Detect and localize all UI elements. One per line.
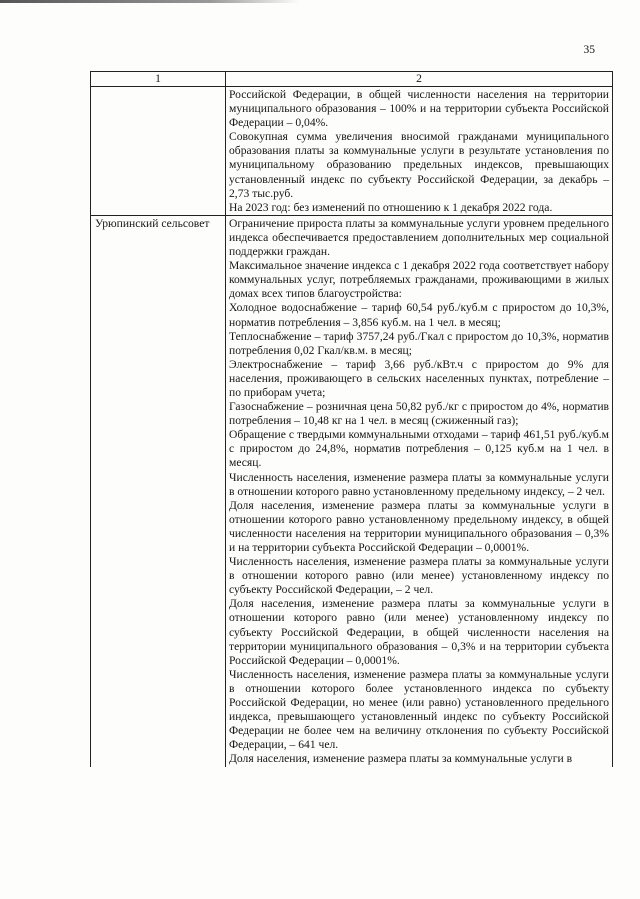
municipality-cell — [91, 87, 226, 216]
page-bottom-margin — [0, 880, 640, 899]
municipality-cell — [91, 215, 226, 766]
paragraph: Обращение с твердыми коммунальными отходами – тариф 461,51 руб./куб.м с приростом до 24,8%, норматив потребления – 0,125 куб.м на 1 чел. в месяц. — [229, 428, 609, 470]
table-row — [91, 87, 613, 216]
municipality-name: Урюпинский сельсовет — [95, 216, 210, 230]
column-header-2: 2 — [226, 72, 613, 87]
paragraph: Ограничение прироста платы за коммунальные услуги уровнем предельного индекса обеспечивается предоставлением дополнительных мер социальной поддержки граждан. — [229, 216, 609, 259]
paragraph: Совокупная сумма увеличения вносимой гражданами муниципального образования платы за коммунальные услуги в результате установления по муниципальному образованию предельных индексов, превышающих установленный индекс по субъекту Российской Федерации, за декабрь – 2,73 тыс.руб. — [229, 130, 609, 200]
paragraph: Доля населения, изменение размера платы за коммунальные услуги в отношении которого равно (или менее) установленному индексу по субъекту Российской Федерации, в общей численности населения на территории муниципального образования – 0,3% и на территории субъекта Российской Федерации – 0,0001%. — [229, 597, 609, 667]
paragraph: Доля населения, изменение размера платы за коммунальные услуги в — [229, 752, 573, 766]
page-number: 35 — [583, 44, 595, 56]
paragraph: Численность населения, изменение размера платы за коммунальные услуги в отношении которого более установленного индекса по субъекту Российской Федерации, но менее (или равно) установленного предельного индекса, превышающего установленный индекс по субъекту Российской Федерации не более чем на величину отклонения по субъекту Российской Федерации, – 641 чел. — [229, 667, 609, 752]
paragraph: На 2023 год: без изменений по отношению к 1 декабря 2022 года. — [229, 200, 553, 214]
column-header-1: 1 — [91, 72, 226, 87]
description-cell — [226, 87, 613, 216]
paragraph: Доля населения, изменение размера платы за коммунальные услуги в отношении которого равно установленному предельному индексу, в общей численности населения на территории муниципального образования – 0,3% и на территории субъекта Российской Федерации – 0,0001%. — [229, 498, 609, 554]
scan-edge — [0, 0, 300, 3]
paragraph: Численность населения, изменение размера платы за коммунальные услуги в отношении которого равно (или менее) установленному индексу по субъекту Российской Федерации, – 2 чел. — [229, 555, 609, 597]
paragraph: Электроснабжение – тариф 3,66 руб./кВт.ч с приростом до 9% для населения, проживающего в сельских населенных пунктах, потребление – по приборам учета; — [229, 357, 609, 399]
paragraph: Теплоснабжение – тариф 3757,24 руб./Гкал с приростом до 10,3%, норматив потребления 0,02 Гкал/кв.м. в месяц; — [229, 329, 609, 357]
table-row — [91, 215, 613, 766]
table-header-row — [91, 72, 613, 87]
description-cell — [226, 215, 613, 766]
paragraph: Холодное водоснабжение – тариф 60,54 руб./куб.м с приростом до 10,3%, норматив потребления – 3,856 куб.м. на 1 чел. в месяц; — [229, 301, 609, 329]
index-table — [90, 71, 613, 767]
paragraph: Численность населения, изменение размера платы за коммунальные услуги в отношении которого равно установленному предельному индексу, – 2 чел. — [229, 470, 609, 498]
paragraph: Российской Федерации, в общей численности населения на территории муниципального образования – 100% и на территории субъекта Российской Федерации – 0,04%. — [229, 88, 609, 130]
paragraph: Максимальное значение индекса с 1 декабря 2022 года соответствует набору коммунальных услуг, потребляемых гражданами, проживающими в жилых домах всех типов благоустройства: — [229, 259, 609, 301]
paragraph: Газоснабжение – розничная цена 50,82 руб./кг с приростом до 4%, норматив потребления – 10,48 кг на 1 чел. в месяц (сжиженный газ); — [229, 400, 609, 428]
